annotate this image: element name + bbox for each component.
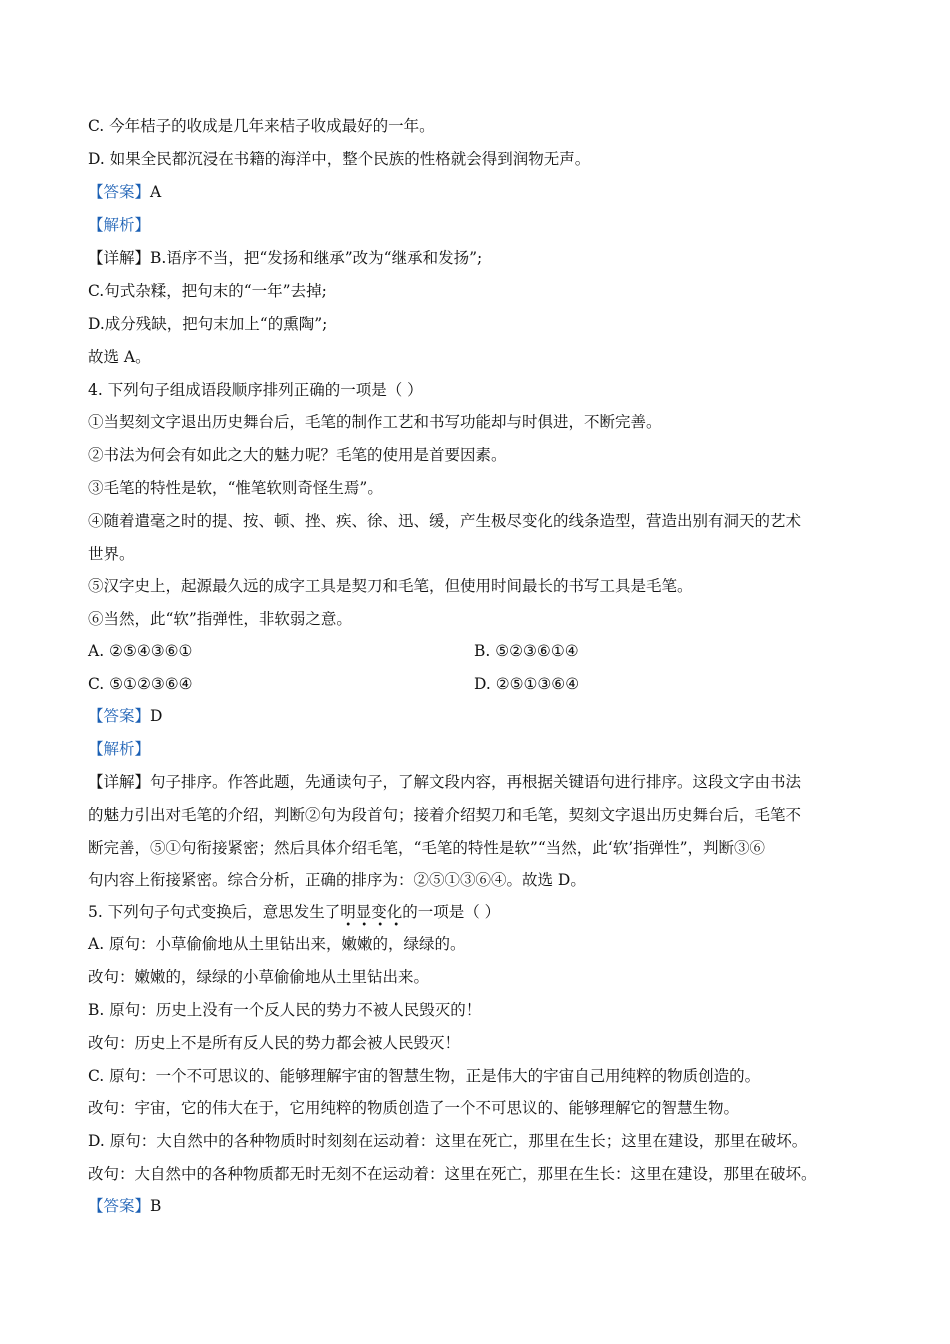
- q4-detail-line-3: 断完善，⑤①句衔接紧密；然后具体介绍毛笔，“毛笔的特性是软”“当然，此‘软’指弹性”，判断③⑥: [88, 839, 766, 857]
- q4-option-d: D. ②⑤①③⑥④: [474, 675, 580, 693]
- sentence-3: ③毛笔的特性是软，“惟笔软则奇怪生焉”。: [88, 479, 383, 497]
- q4-answer-value: D: [150, 707, 163, 725]
- answer-value: A: [150, 183, 162, 201]
- q5-option-c-revised: 改句：宇宙，它的伟大在于，它用纯粹的物质创造了一个不可思议的、能够理解它的智慧生物。: [88, 1099, 740, 1117]
- q4-detail-line-4: 句内容上衔接紧密。综合分析，正确的排序为：②⑤①③⑥④。故选 D。: [88, 871, 586, 889]
- q5-option-d-original: D. 原句：大自然中的各种物质时时刻刻在运动着：这里在死亡，那里在生长；这里在建设，那里在破坏。: [88, 1132, 808, 1150]
- q4-analysis-tag: 【解析】: [88, 740, 151, 758]
- q4-detail-line-2: 的魅力引出对毛笔的介绍，判断②句为段首句；接着介绍契刀和毛笔，契刻文字退出历史舞台后，毛笔不: [88, 806, 802, 824]
- q5-option-b-revised: 改句：历史上不是所有反人民的势力都会被人民毁灭！: [88, 1034, 461, 1052]
- sentence-1: ①当契刻文字退出历史舞台后，毛笔的制作工艺和书写功能却与时俱进，不断完善。: [88, 413, 662, 431]
- q5-answer-tag: 【答案】: [88, 1197, 151, 1215]
- q5-answer-line: [88, 1196, 161, 1216]
- conclusion-line: 故选 A。: [88, 348, 151, 366]
- q4-option-b: B. ⑤②③⑥①④: [474, 642, 579, 660]
- q4-option-a: A. ②⑤④③⑥①: [88, 642, 193, 660]
- q4-answer-tag: 【答案】: [88, 707, 151, 725]
- q5-option-d-revised: 改句：大自然中的各种物质都无时无刻不在运动着：这里在死亡，那里在生长：这里在建设，那里在破坏。: [88, 1165, 817, 1183]
- analysis-tag: 【解析】: [88, 216, 151, 234]
- detail-c-line: C.句式杂糅，把句末的“一年”去掉;: [88, 282, 327, 300]
- answer-tag: 【答案】: [88, 183, 151, 201]
- q5-emphasis: [340, 903, 403, 931]
- q4-answer-line: [88, 706, 162, 726]
- option-c-line: C. 今年桔子的收成是几年来桔子收成最好的一年。: [88, 117, 435, 135]
- q5-suffix: 的一项是（ ）: [402, 903, 501, 921]
- answer-line: [88, 182, 161, 202]
- q5-option-a-original: A. 原句：小草偷偷地从土里钻出来，嫩嫩的，绿绿的。: [88, 935, 466, 953]
- q4-option-c: C. ⑤①②③⑥④: [88, 675, 193, 693]
- q4-detail-tag: 【详解】: [88, 773, 151, 791]
- emphasis-dot-icon: •: [393, 920, 400, 931]
- emphasis-dot-icon: •: [345, 920, 352, 931]
- q5-answer-value: B: [150, 1197, 162, 1215]
- sentence-6: ⑥当然，此“软”指弹性，非软弱之意。: [88, 610, 352, 628]
- q4-analysis-line: [88, 739, 150, 759]
- analysis-tag-line: [88, 215, 150, 235]
- detail-tag: 【详解】: [88, 249, 151, 267]
- q4-detail-text-1: 句子排序。作答此题，先通读句子，了解文段内容，再根据关键语句进行排序。这段文字由书法: [150, 773, 802, 791]
- q5-prefix: 5. 下列句子句式变换后，意思发生了: [88, 903, 341, 921]
- sentence-4b: 世界。: [88, 545, 135, 563]
- detail-d-line: D.成分残缺，把句末加上“的熏陶”;: [88, 315, 328, 333]
- detail-text: B.语序不当，把“发扬和继承”改为“继承和发扬”;: [150, 249, 483, 267]
- question-4: 4. 下列句子组成语段顺序排列正确的一项是（ ）: [88, 381, 423, 399]
- q5-option-a-revised: 改句：嫩嫩的，绿绿的小草偷偷地从土里钻出来。: [88, 968, 430, 986]
- sentence-2: ②书法为何会有如此之大的魅力呢？毛笔的使用是首要因素。: [88, 446, 507, 464]
- sentence-4a: ④随着遣毫之时的提、按、顿、挫、疾、徐、迅、缓，产生极尽变化的线条造型，营造出别有洞天的艺术: [88, 512, 802, 530]
- q4-detail-line-1: [88, 772, 801, 792]
- sentence-5: ⑤汉字史上，起源最久远的成字工具是契刀和毛笔，但使用时间最长的书写工具是毛笔。: [88, 577, 693, 595]
- option-d-line: D. 如果全民都沉浸在书籍的海洋中，整个民族的性格就会得到润物无声。: [88, 150, 591, 168]
- q5-option-b-original: B. 原句：历史上没有一个反人民的势力不被人民毁灭的！: [88, 1001, 482, 1019]
- emphasis-dot-icon: •: [361, 920, 368, 931]
- question-5: [88, 902, 501, 931]
- q5-emphasis-text: 明显变化: [340, 903, 403, 921]
- q5-option-c-original: C. 原句：一个不可思议的、能够理解宇宙的智慧生物，正是伟大的宇宙自己用纯粹的物质创造的。: [88, 1067, 761, 1085]
- emphasis-dot-icon: •: [377, 920, 384, 931]
- detail-line: [88, 248, 482, 268]
